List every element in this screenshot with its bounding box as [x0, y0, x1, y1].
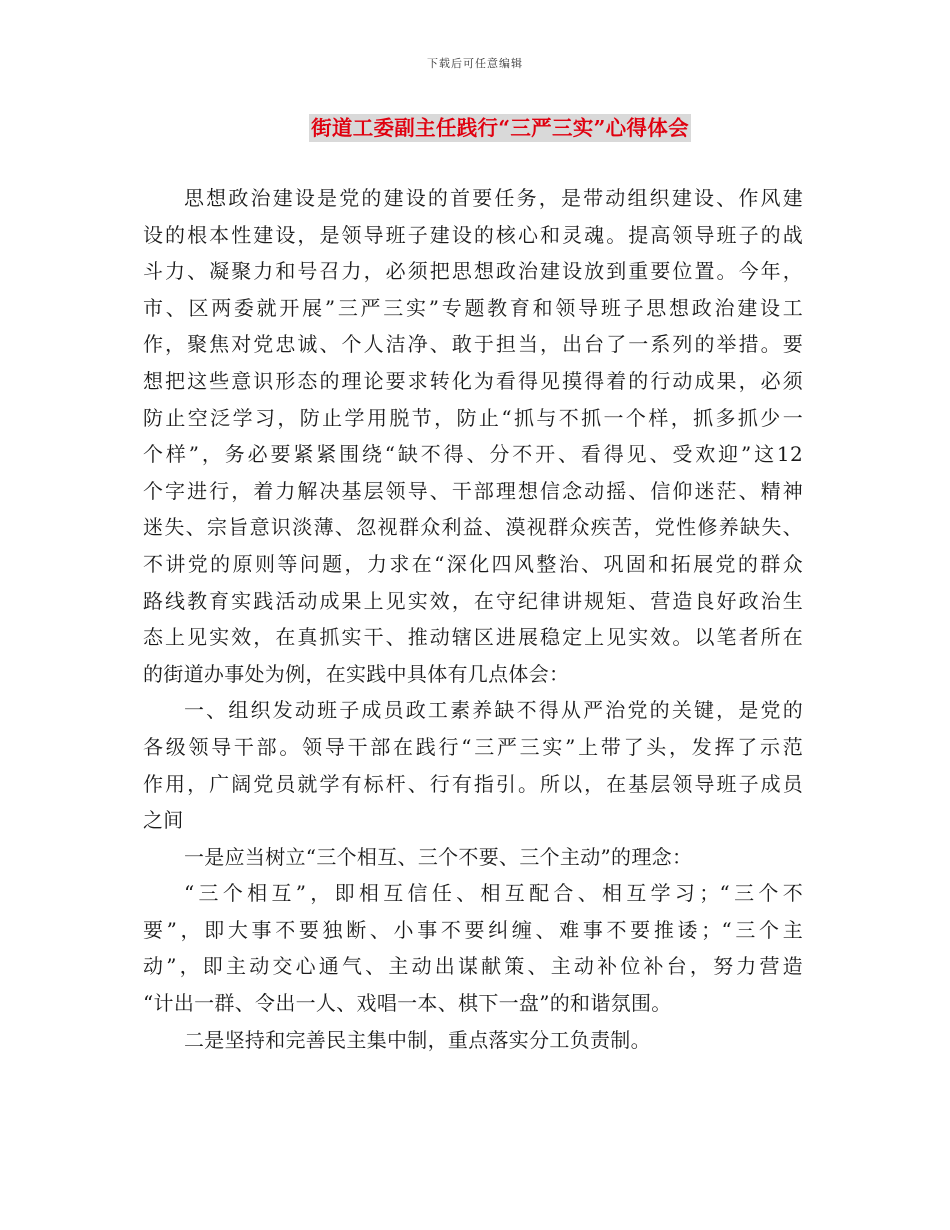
body-text-line: 个字进行，着力解决基层领导、干部理想信念动摇、信仰迷茫、精神 [143, 478, 803, 503]
body-text-line: 不讲党的原则等问题，力求在“深化四风整治、巩固和拓展党的群众 [143, 551, 803, 576]
body-text-line: 动”，即主动交心通气、主动出谋献策、主动补位补台，努力营造 [143, 954, 803, 979]
body-text-line: 一、组织发动班子成员政工素养缺不得从严治党的关键，是党的 [184, 698, 803, 723]
document-title: 街道工委副主任践行“三严三实”心得体会 [311, 116, 689, 140]
body-text-line: 的街道办事处为例，在实践中具体有几点体会： [143, 661, 570, 686]
body-text-line: “三个相互”，即相互信任、相互配合、相互学习；“三个不 [184, 881, 803, 906]
body-text-line: 态上见实效，在真抓实干、推动辖区进展稳定上见实效。以笔者所在 [143, 625, 803, 650]
body-text-line: 斗力、凝聚力和号召力，必须把思想政治建设放到重要位置。今年， [143, 259, 803, 284]
body-text-line: 想把这些意识形态的理论要求转化为看得见摸得着的行动成果，必须 [143, 368, 803, 393]
body-text-line: “计出一群、令出一人、戏唱一本、棋下一盘”的和谐氛围。 [143, 991, 672, 1016]
document-body [143, 180, 803, 1058]
body-text-line: 个样”，务必要紧紧围绕“缺不得、分不开、看得见、受欢迎”这12 [143, 442, 803, 467]
body-text-line: 之间 [143, 808, 184, 833]
body-text-line: 各级领导干部。领导干部在践行“三严三实”上带了头，发挥了示范 [143, 734, 803, 759]
body-text-line: 要”，即大事不要独断、小事不要纠缠、难事不要推诿；“三个主 [143, 917, 803, 942]
body-text-line: 一是应当树立“三个相互、三个不要、三个主动”的理念： [184, 844, 693, 869]
body-text-line: 思想政治建设是党的建设的首要任务，是带动组织建设、作风建 [184, 186, 803, 210]
body-text-line: 二是坚持和完善民主集中制，重点落实分工负责制。 [184, 1027, 651, 1052]
body-text-line: 设的根本性建设，是领导班子建设的核心和灵魂。提高领导班子的战 [143, 222, 803, 247]
body-text-line: 路线教育实践活动成果上见实效，在守纪律讲规矩、营造良好政治生 [143, 588, 803, 613]
body-text-line: 作，聚焦对党忠诚、个人洁净、敢于担当，出台了一系列的举措。要 [143, 332, 803, 357]
title-container [0, 114, 950, 142]
body-text-line: 市、区两委就开展”三严三实”专题教育和领导班子思想政治建设工 [143, 295, 803, 320]
body-text-line: 防止空泛学习，防止学用脱节，防止“抓与不抓一个样，抓多抓少一 [143, 405, 803, 430]
header-note: 下载后可任意编辑 [427, 57, 523, 70]
body-text-line: 迷失、宗旨意识淡薄、忽视群众利益、漠视群众疾苦，党性修养缺失、 [143, 515, 803, 540]
body-text-line: 作用，广阔党员就学有标杆、行有指引。所以，在基层领导班子成员 [143, 771, 803, 796]
